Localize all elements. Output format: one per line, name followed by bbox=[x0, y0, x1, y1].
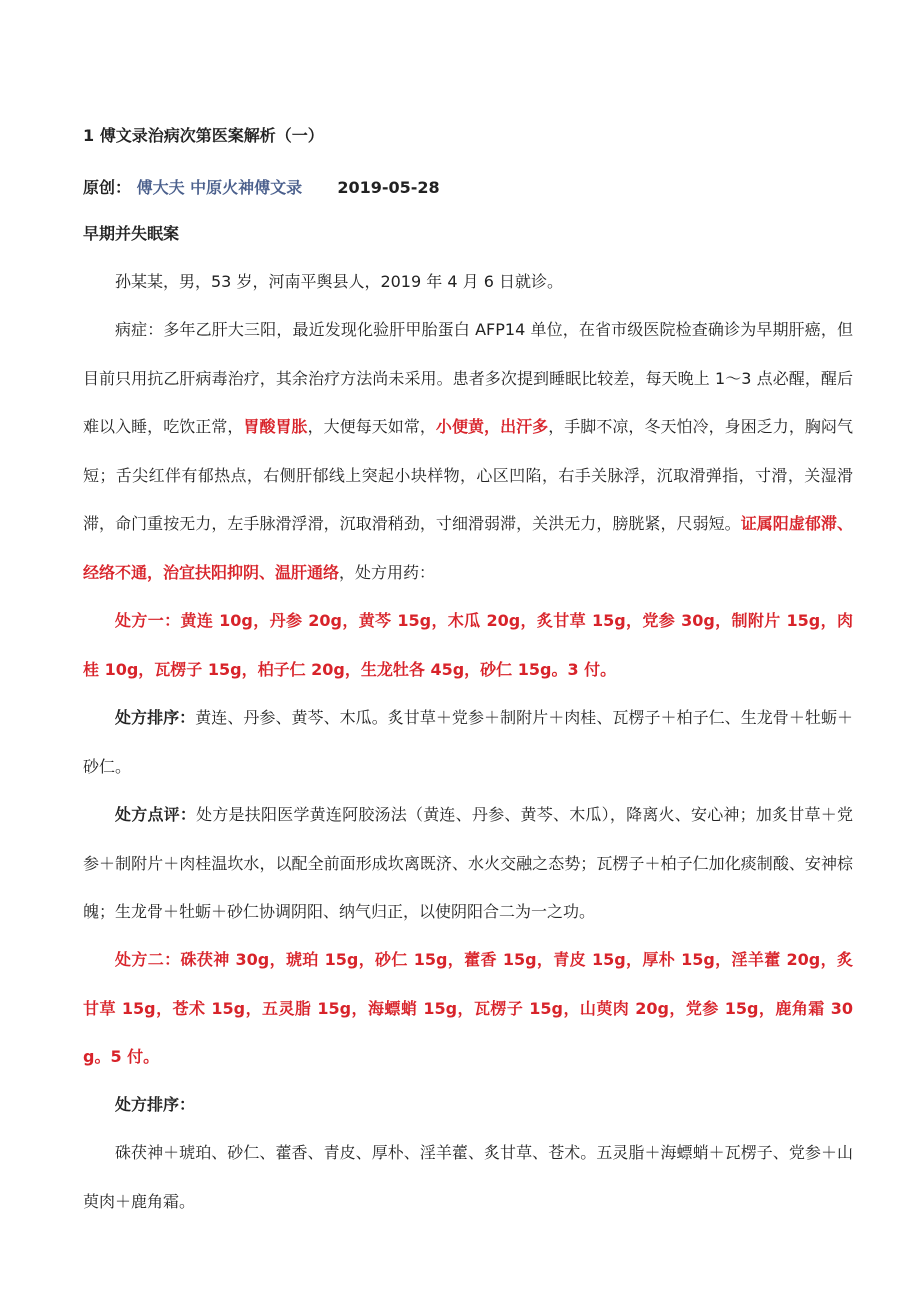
article-meta bbox=[83, 176, 440, 200]
original-label: 原创： bbox=[83, 178, 132, 197]
comment-label: 处方点评： bbox=[115, 805, 197, 824]
prescription-2-order-label: 处方排序： bbox=[115, 1095, 196, 1114]
symptoms-text-2: ，大便每天如常， bbox=[307, 417, 436, 436]
comment-text: 处方是扶阳医学黄连阿胶汤法（黄连、丹参、黄芩、木瓜），降离火、安心神；加炙甘草＋党参＋制附片＋肉桂温坎水，以配全前面形成坎离既济、水火交融之态势；瓦楞子＋柏子仁加化痰制酸、安神棕魄；生龙骨＋牡蛎＋砂仁协调阴阳、纳气归正，以使阴阳合二为一之功。 bbox=[83, 805, 853, 921]
case-title: 早期并失眠案 bbox=[83, 224, 180, 243]
highlight-urine-sweat: 小便黄，出汗多 bbox=[435, 417, 549, 436]
symptoms-paragraph bbox=[83, 306, 853, 597]
symptoms-text-1: 病症：多年乙肝大三阳，最近发现化验肝甲胎蛋白 AFP14 单位，在省市级医院检查确诊为早期肝癌，但目前只用抗乙肝病毒治疗，其余治疗方法尚未采用。患者多次提到睡眠比较差，每天晚上 1～3 点必醒，醒后难以入睡，吃饮正常， bbox=[83, 320, 853, 436]
order-label: 处方排序： bbox=[115, 708, 196, 727]
prescription-1-order bbox=[83, 694, 853, 791]
prescription-2: 处方二：硃茯神 30g，琥珀 15g，砂仁 15g，藿香 15g，青皮 15g，厚朴 15g，淫羊藿 20g，炙甘草 15g，苍术 15g，五灵脂 15g，海螵蛸 15g，瓦楞子 15g，山萸肉 20g，党参 15g，鹿角霜 30g。5 付。 bbox=[83, 950, 853, 1066]
prescription-2-order-text: 硃茯神＋琥珀、砂仁、藿香、青皮、厚朴、淫羊藿、炙甘草、苍术。五灵脂＋海螵蛸＋瓦楞子、党参＋山萸肉＋鹿角霜。 bbox=[83, 1143, 853, 1211]
patient-info: 孙某某，男，53 岁，河南平舆县人，2019 年 4 月 6 日就诊。 bbox=[115, 272, 563, 291]
prescription-1-comment bbox=[83, 791, 853, 937]
publish-date: 2019-05-28 bbox=[337, 178, 440, 197]
author-link[interactable]: 傅大夫 中原火神傅文录 bbox=[136, 178, 303, 197]
symptoms-text-4: ，处方用药： bbox=[339, 562, 436, 582]
highlight-stomach: 胃酸胃胀 bbox=[243, 417, 308, 436]
symptoms-text-3: ，手脚不凉，冬天怕冷，身困乏力，胸闷气短；舌尖红伴有郁热点，右侧肝郁线上突起小块样物，心区凹陷，右手关脉浮，沉取滑弹指，寸滑，关湿滑滞，命门重按无力，左手脉滑浮滑，沉取滑稍劲，寸细滑弱滞，关洪无力，膀胱紧，尺弱短。 bbox=[83, 417, 853, 533]
prescription-1: 处方一：黄连 10g，丹参 20g，黄芩 15g，木瓜 20g，炙甘草 15g，党参 30g，制附片 15g，肉桂 10g，瓦楞子 15g，柏子仁 20g，生龙牡各 45g，砂仁 15g。3 付。 bbox=[83, 611, 853, 679]
highlight-diagnosis: 证属阳虚郁滞、经络不通，治宜扶阳抑阴、温肝通络 bbox=[83, 514, 853, 582]
document-title: 1 傅文录治病次第医案解析（一） bbox=[83, 126, 324, 145]
order-text: 黄连、丹参、黄芩、木瓜。炙甘草＋党参＋制附片＋肉桂、瓦楞子＋柏子仁、生龙骨＋牡蛎＋砂仁。 bbox=[83, 708, 853, 776]
